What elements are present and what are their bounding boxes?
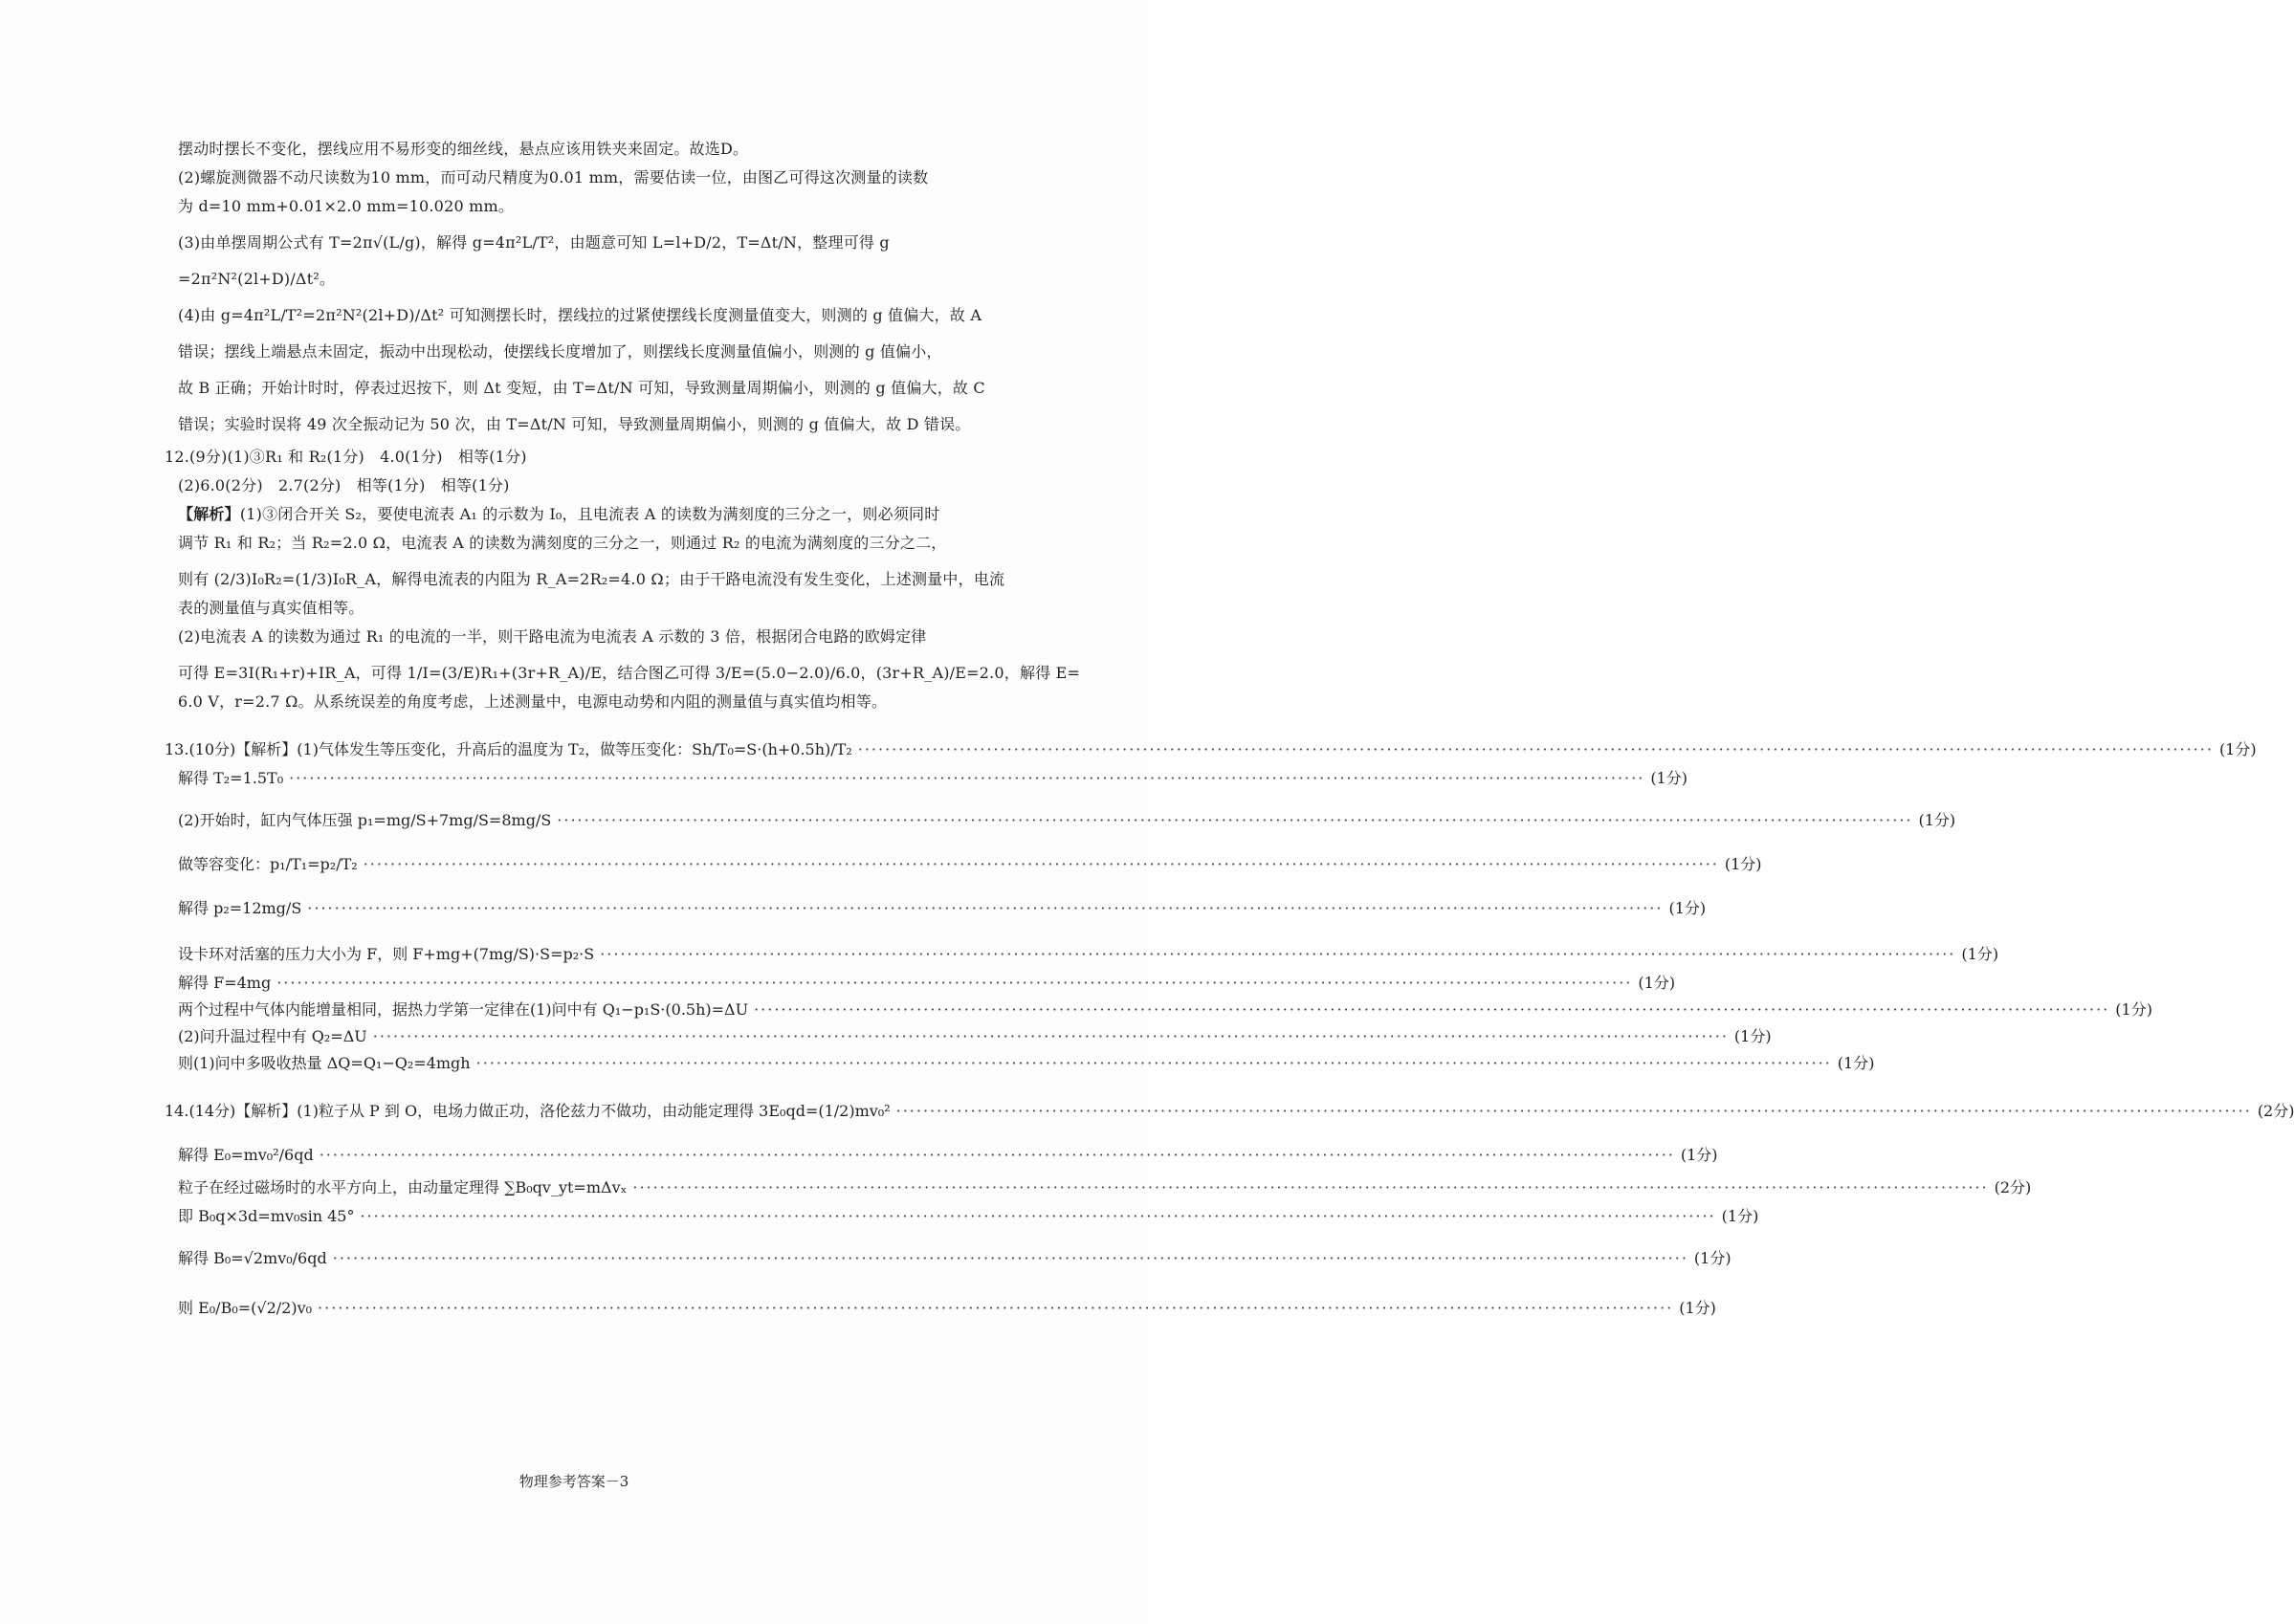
dot-leader: ········································································································································································································ (360, 1207, 1716, 1225)
q12-analysis-line: 6.0 V，r=2.7 Ω。从系统误差的角度考虑，上述测量中，电源电动势和内阻的测量值与真实值均相等。 (178, 692, 888, 711)
q12-answer-line: 12.(9分)(1)③R₁ 和 R₂(1分) 4.0(1分) 相等(1分) (165, 448, 527, 466)
q12-analysis-line: (2)电流表 A 的读数为通过 R₁ 的电流的一半，则干路电流为电流表 A 示数的 3 倍，根据闭合电路的欧姆定律 (178, 627, 927, 646)
step-text: 解得 T₂=1.5T₀ (178, 769, 284, 787)
q12-analysis-line: 则有 (2/3)I₀R₂=(1/3)I₀R_A，解得电流表的内阻为 R_A=2R₂=4.0 Ω；由于干路电流没有发生变化，上述测量中，电流 (178, 570, 1005, 588)
scored-step-row (178, 1167, 2032, 1199)
text-line: 摆动时摆长不变化，摆线应用不易形变的细丝线，悬点应该用铁夹来固定。故选D。 (178, 140, 749, 158)
step-text: 做等容变化：p₁/T₁=p₂/T₂ (178, 855, 358, 873)
text-line: 错误；摆线上端悬点未固定，振动中出现松动，使摆线长度增加了，则摆线长度测量值偏小，则测的 g 值偏小， (178, 342, 942, 361)
step-points: (1分) (2115, 1000, 2152, 1019)
step-text: 两个过程中气体内能增量相同，据热力学第一定律在(1)问中有 Q₁−p₁S·(0.5h)=ΔU (178, 1000, 749, 1019)
text-line: 错误；实验时误将 49 次全振动记为 50 次，由 T=Δt/N 可知，导致测量周期偏小，则测的 g 值偏大，故 D 错误。 (178, 415, 971, 433)
q12-analysis-line (178, 503, 995, 526)
q12-analysis-line: 表的测量值与真实值相等。 (178, 599, 364, 617)
scored-step-row (178, 1123, 1718, 1167)
step-points: (2分) (1994, 1178, 2032, 1196)
scored-step-row (178, 966, 1676, 995)
scored-step-row (178, 790, 1956, 832)
step-text: 解得 F=4mg (178, 974, 272, 992)
q14-answer (165, 1085, 2294, 1320)
scored-step-row (178, 1021, 1772, 1048)
step-points: (1分) (1918, 811, 1956, 829)
step-points: (1分) (1721, 1207, 1759, 1225)
step-text: 14.(14分)【解析】(1)粒子从 P 到 O，电场力做正功，洛伦兹力不做功，由动能定理得 3E₀qd=(1/2)mv₀² (165, 1102, 891, 1120)
step-points: (1分) (1724, 855, 1762, 873)
dot-leader: ········································································································································································································ (319, 1146, 1675, 1164)
step-text: 即 B₀q×3d=mv₀sin 45° (178, 1207, 355, 1225)
scored-step-row (178, 1228, 1732, 1270)
answer-content (165, 138, 2294, 1320)
step-points: (1分) (1837, 1054, 1875, 1072)
scored-step-row (165, 1085, 2294, 1123)
step-points: (1分) (1650, 769, 1687, 787)
step-text: 设卡环对活塞的压力大小为 F，则 F+mg+(7mg/S)·S=p₂·S (178, 945, 595, 963)
analysis-text: (1)③闭合开关 S₂，要使电流表 A₁ 的示数为 I₀，且电流表 A 的读数为满刻度的三分之一，则必须同时 (239, 505, 940, 523)
step-points: (1分) (1693, 1249, 1732, 1267)
step-points: (2分) (2257, 1102, 2294, 1120)
scored-step-row (178, 832, 1762, 876)
q12-analysis-line: 调节 R₁ 和 R₂；当 R₂=2.0 Ω，电流表 A 的读数为满刻度的三分之一，则通过 R₂ 的电流为满刻度的三分之二， (178, 534, 947, 552)
step-text: 粒子在经过磁场时的水平方向上，由动量定理得 ∑B₀qv_yt=mΔvₓ (178, 1178, 628, 1196)
scored-step-row (178, 876, 1707, 920)
text-line: 为 d=10 mm+0.01×2.0 mm=10.020 mm。 (178, 197, 515, 215)
text-line: (4)由 g=4π²L/T²=2π²N²(2l+D)/Δt² 可知测摆长时，摆线拉的过紧使摆线长度测量值变大，则测的 g 值偏大，故 A (178, 306, 982, 324)
dot-leader: ········································································································································································································ (372, 1027, 1729, 1045)
step-text: 则 E₀/B₀=(√2/2)v₀ (178, 1299, 313, 1317)
scored-step-row (178, 920, 1999, 966)
text-line: (2)螺旋测微器不动尺读数为10 mm，而可动尺精度为0.01 mm，需要估读一位，由图乙可得这次测量的读数 (178, 168, 929, 187)
step-text: (2)问升温过程中有 Q₂=ΔU (178, 1027, 367, 1045)
dot-leader: ········································································································································································································ (754, 1000, 2110, 1019)
scored-step-row (178, 1199, 1759, 1228)
step-points: (1分) (1638, 974, 1676, 992)
q11-continued (178, 138, 995, 436)
text-line: 故 B 正确；开始计时时，停表过迟按下，则 Δt 变短，由 T=Δt/N 可知，导致测量周期偏小，则测的 g 值偏大，故 C (178, 379, 985, 397)
dot-leader: ········································································································································································································ (600, 945, 1956, 963)
step-points: (1分) (1733, 1027, 1772, 1045)
step-text: 解得 E₀=mv₀²/6qd (178, 1146, 314, 1164)
scored-step-row (178, 1048, 1875, 1075)
step-text: 13.(10分)【解析】(1)气体发生等压变化，升高后的温度为 T₂，做等压变化：Sh/T₀=S·(h+0.5h)/T₂ (165, 740, 852, 758)
dot-leader: ········································································································································································································ (857, 740, 2214, 758)
step-points: (1分) (1961, 945, 1999, 963)
step-text: 解得 B₀=√2mv₀/6qd (178, 1249, 327, 1267)
step-points: (1分) (1668, 899, 1707, 917)
step-points: (1分) (2218, 740, 2257, 758)
step-points: (1分) (1680, 1146, 1718, 1164)
step-points: (1分) (1679, 1299, 1716, 1317)
text-line: =2π²N²(2l+D)/Δt²。 (178, 270, 336, 288)
page-footer: 物理参考答案－3 (518, 1473, 629, 1490)
scored-step-row (178, 1270, 1716, 1320)
step-text: 则(1)问中多吸收热量 ΔQ=Q₁−Q₂=4mgh (178, 1054, 471, 1072)
scored-step-row (165, 723, 2257, 761)
scored-step-row (178, 995, 2152, 1021)
dot-leader: ········································································································································································································ (363, 855, 1719, 873)
dot-leader: ········································································································································································································ (276, 974, 1633, 992)
q13-answer (165, 723, 2257, 1075)
text-line: (3)由单摆周期公式有 T=2π√(L/g)，解得 g=4π²L/T²，由题意可知 L=l+D/2，T=Δt/N，整理可得 g (178, 233, 890, 252)
q12-analysis-line: 可得 E=3I(R₁+r)+IR_A，可得 1/I=(3/E)R₁+(3r+R_A)/E，结合图乙可得 3/E=(5.0−2.0)/6.0，(3r+R_A)/E=2.0，解得 E= (178, 664, 1081, 682)
dot-leader: ········································································································································································································ (318, 1299, 1674, 1317)
q12-answer (165, 446, 1081, 713)
step-text: (2)开始时，缸内气体压强 p₁=mg/S+7mg/S=8mg/S (178, 811, 552, 829)
step-text: 解得 p₂=12mg/S (178, 899, 302, 917)
q12-answer-line: (2)6.0(2分) 2.7(2分) 相等(1分) 相等(1分) (178, 476, 510, 494)
dot-leader: ········································································································································································································ (332, 1249, 1688, 1267)
dot-leader: ········································································································································································································ (289, 769, 1645, 787)
analysis-tag: 【解析】 (178, 505, 240, 523)
dot-leader: ········································································································································································································ (475, 1054, 1832, 1072)
dot-leader: ········································································································································································································ (895, 1102, 2252, 1120)
dot-leader: ········································································································································································································ (557, 811, 1913, 829)
scored-step-row (178, 761, 1687, 790)
dot-leader: ········································································································································································································ (307, 899, 1664, 917)
dot-leader: ········································································································································································································ (632, 1178, 1989, 1196)
